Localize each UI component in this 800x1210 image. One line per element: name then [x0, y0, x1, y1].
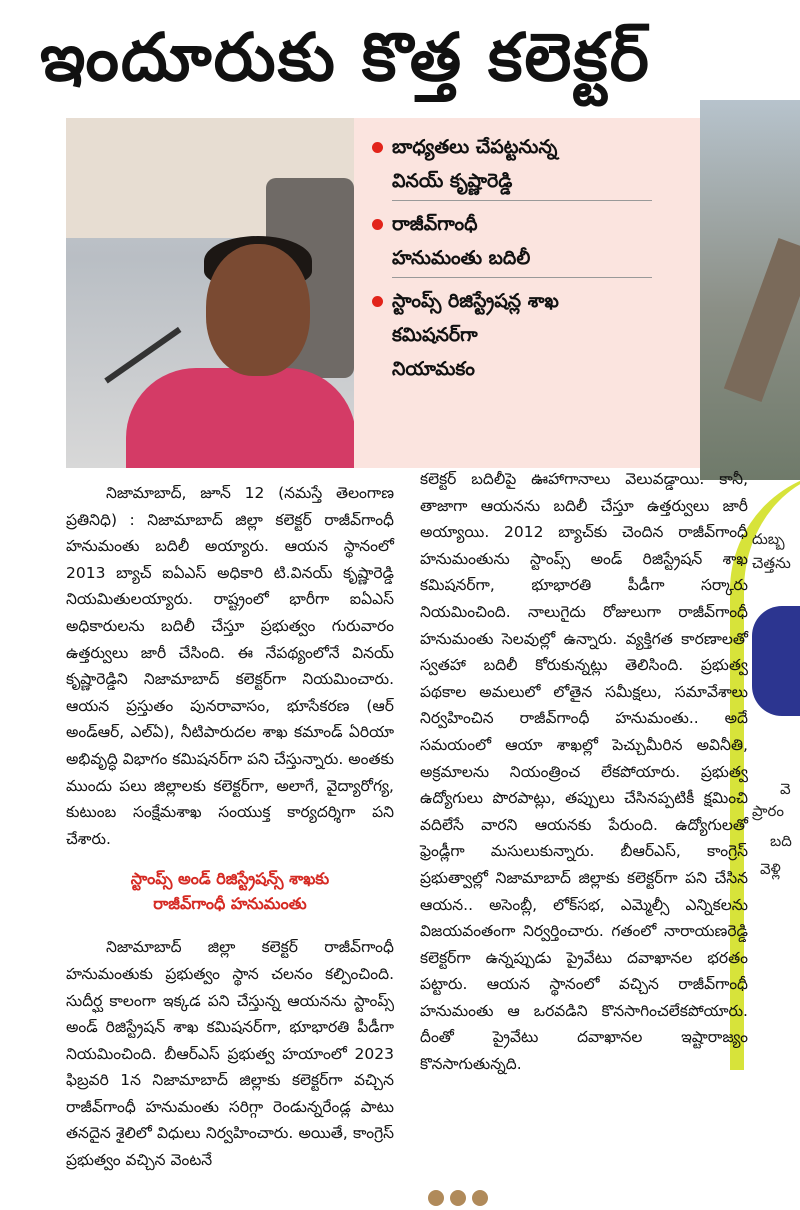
- subheading-line: రాజీవ్‌గాంధీ హనుమంతు: [153, 894, 307, 914]
- highlight-item: [368, 207, 688, 275]
- highlight-item: [368, 284, 688, 386]
- photo-person-face: [206, 244, 310, 376]
- highlight-line: స్టాంప్స్ రిజిస్ట్రేషన్ల శాఖ: [392, 290, 559, 312]
- highlight-line: నియామకం: [392, 358, 475, 380]
- highlight-item: [368, 130, 688, 198]
- adjacent-story-graphic: [752, 606, 800, 716]
- photo-log: [724, 238, 800, 402]
- bullet-icon: [372, 296, 383, 307]
- article-paragraph: నిజామాబాద్, జూన్ 12 (నమస్తే తెలంగాణ ప్రతినిధి) : నిజామాబాద్ జిల్లా కలెక్టర్ రాజీవ్‌గాంధీ హనుమంతు బదిలీ అయ్యారు. ఆయన స్థానంలో 2013 బ్యాచ్ ఐఏఎస్ అధికారి టి.వినయ్ కృష్ణారెడ్డి నియమితులయ్యారు. రాష్ట్రంలో భారీగా ఐఏఎస్ అధికారులను బదిలీ చేస్తూ ప్రభుత్వం గురువారం ఉత్తర్వులు జారీ చేసింది. ఈ నేపథ్యంలోనే వినయ్ కృష్ణారెడ్డిని నిజామాబాద్ కలెక్టర్‌గా నియమించారు. ఆయన ప్రస్తుతం పునరావాసం, భూసేకరణ (ఆర్ అండ్ఆర్, ఎల్ఏ), నీటిపారుదల శాఖ కమాండ్ ఏరియా అభివృద్ధి విభాగం కమిషనర్‌గా పని చేస్తున్నారు. అంతకు ముందు పలు జిల్లాలకు కలెక్టర్‌గా, అలాగే, వైద్యారోగ్య, కుటుంబ సంక్షేమశాఖ సంయుక్త కార్యదర్శిగా పని చేశారు.: [66, 484, 394, 848]
- adjacent-story-fragment: బది: [770, 832, 792, 850]
- bullet-icon: [372, 142, 383, 153]
- highlight-line: బాధ్యతలు చేపట్టనున్న: [392, 136, 558, 158]
- highlights-list: [368, 130, 688, 386]
- ornament-dot: [428, 1190, 444, 1206]
- adjacent-story-fragment: చెత్తను: [752, 554, 791, 572]
- photo-person-body: [126, 368, 354, 468]
- adjacent-story-fragment: వెళ్లి: [760, 860, 781, 878]
- highlight-line: కమిషనర్‌గా: [392, 324, 478, 346]
- article-paragraph: కలెక్టర్ బదిలీపై ఊహాగానాలు వెలువడ్డాయి. కానీ, తాజాగా ఆయనను బదిలీ చేస్తూ ఉత్తర్వులు జారీ అయ్యాయి. 2012 బ్యాచ్‌కు చెందిన రాజీవ్‌గాంధీ హనుమంతును స్టాంప్స్ అండ్ రిజిస్ట్రేషన్ శాఖ కమిషనర్‌గా, భూభారతి పీడీగా సర్కారు నియమించింది. నాలుగైదు రోజులుగా రాజీవ్‌గాంధీ హనుమంతు సెలవుల్లో ఉన్నారు. వ్యక్తిగత కారణాలతో స్వతహా బదిలీ కోరుకున్నట్లు తెలిసింది. ప్రభుత్వ పథకాల అమలులో లోతైన సమీక్షలు, సమావేశాలు నిర్వహించిన రాజీవ్‌గాంధీ హనుమంతు.. అదే సమయంలో ఆయా శాఖల్లో పెచ్చుమీరిన అవినీతి, అక్రమాలను నియంత్రించ లేకపోయారు. ప్రభుత్వ ఉద్యోగులు పొరపాట్లు, తప్పులు చేసినప్పటికీ క్షమించి వదిలేసే వారని ఆయనకు పేరుంది. ఉద్యోగులతో ఫ్రెండ్లీగా మసులుకున్నారు. బీఆర్ఎస్, కాంగ్రెస్ ప్రభుత్వాల్లో నిజామాబాద్ జిల్లాకు కలెక్టర్‌గా పని చేసిన ఆయన.. అసెంబ్లీ, లోక్‌సభ, ఎమ్మెల్సీ ఎన్నికలను విజయవంతంగా నిర్వర్తించారు. గతంలో నారాయణరెడ్డి కలెక్టర్‌గా ఉన్నప్పుడు ప్రైవేటు దవాఖానల భరతం పట్టారు. ఆయన స్థానంలో వచ్చిన రాజీవ్‌గాంధీ హనుమంతు ఆ ఒరవడిని కొనసాగించలేకపోయారు. దీంతో ప్రైవేటు దవాఖానల ఇష్టారాజ్యం కొనసాగుతున్నది.: [420, 470, 748, 1074]
- bullet-icon: [372, 219, 383, 230]
- highlight-line: రాజీవ్‌గాంధీ: [392, 213, 478, 235]
- adjacent-story-fragment: దుబ్బ: [752, 530, 785, 548]
- article-column-2: [420, 466, 748, 1078]
- headline: ఇందూరుకు కొత్త కలెక్టర్: [40, 19, 651, 96]
- adjacent-story-fragment: వె: [780, 780, 791, 798]
- divider: [392, 277, 652, 278]
- collector-photo: [66, 118, 354, 468]
- subheading-line: స్టాంప్స్ అండ్ రిజిస్ట్రేషన్స్ శాఖకు: [130, 869, 330, 889]
- article-column-1: [66, 480, 394, 1174]
- adjacent-story-photo: [700, 100, 800, 480]
- adjacent-story-fragment: ప్రారం: [752, 802, 784, 820]
- page-ornament: [428, 1190, 508, 1200]
- ornament-dot: [472, 1190, 488, 1206]
- article-subheading: [66, 866, 394, 916]
- divider: [392, 200, 652, 201]
- highlight-line: వినయ్ కృష్ణారెడ్డి: [392, 170, 513, 192]
- article-paragraph: నిజామాబాద్ జిల్లా కలెక్టర్ రాజీవ్‌గాంధీ హనుమంతుకు ప్రభుత్వం స్థాన చలనం కల్పించింది. సుదీర్ఘ కాలంగా ఇక్కడ పని చేస్తున్న ఆయనను స్టాంప్స్ అండ్ రిజిస్ట్రేషన్ శాఖ కమిషనర్‌గా, భూభారతి పీడీగా నియమించింది. బీఆర్ఎస్ ప్రభుత్వ హయాంలో 2023 ఫిబ్రవరి 1న నిజామాబాద్ జిల్లాకు కలెక్టర్‌గా వచ్చిన రాజీవ్‌గాంధీ హనుమంతు సరిగ్గా రెండున్నరేండ్ల పాటు తనదైన శైలిలో విధులు నిర్వహించారు. అయితే, కాంగ్రెస్ ప్రభుత్వం వచ్చిన వెంటనే: [66, 938, 394, 1170]
- ornament-dot: [450, 1190, 466, 1206]
- highlight-line: హనుమంతు బదిలీ: [392, 247, 531, 269]
